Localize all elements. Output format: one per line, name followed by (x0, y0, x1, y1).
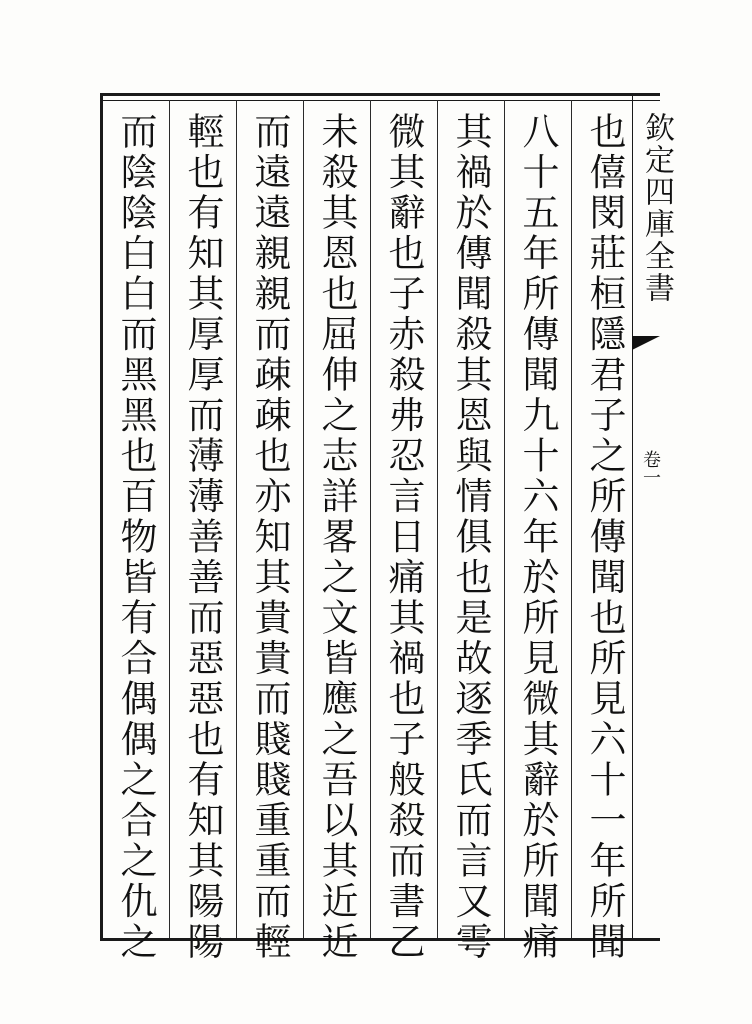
text-column-6: 而遠遠親親而疎疎也亦知其貴貴而賤賤重重而輕 (248, 112, 291, 963)
text-column-1: 也僖閔莊桓隱君子之所傳聞也所見六十一年所聞 (583, 112, 626, 963)
fish-tail-mark (632, 336, 660, 350)
text-column-7: 輕也有知其厚厚而薄薄善善而惡惡也有知其陽陽 (181, 112, 224, 963)
text-column-8: 而陰陰白白而黑黑也百物皆有合偶偶之合之仇之 (114, 112, 157, 963)
column-rule (437, 100, 438, 938)
frame-top-border (100, 93, 660, 96)
book-title: 欽定四庫全書 (639, 112, 674, 304)
column-rule (169, 100, 170, 938)
column-rule (571, 100, 572, 938)
text-column-4: 微其辭也子赤殺弗忍言日痛其禍也子般殺而書乙 (382, 112, 425, 963)
column-rule (236, 100, 237, 938)
volume-label: 卷一 (640, 450, 661, 486)
frame-left-border (100, 93, 103, 941)
text-column-5: 未殺其恩也屈伸之志詳畧之文皆應之吾以其近近 (315, 112, 358, 963)
column-rule (504, 100, 505, 938)
column-rule (370, 100, 371, 938)
frame-top-inner-border (100, 100, 660, 101)
text-column-3: 其禍於傳聞殺其恩與情俱也是故逐季氏而言又雩 (449, 112, 492, 963)
column-rule (303, 100, 304, 938)
text-column-2: 八十五年所傳聞九十六年於所見微其辭於所聞痛 (516, 112, 559, 963)
